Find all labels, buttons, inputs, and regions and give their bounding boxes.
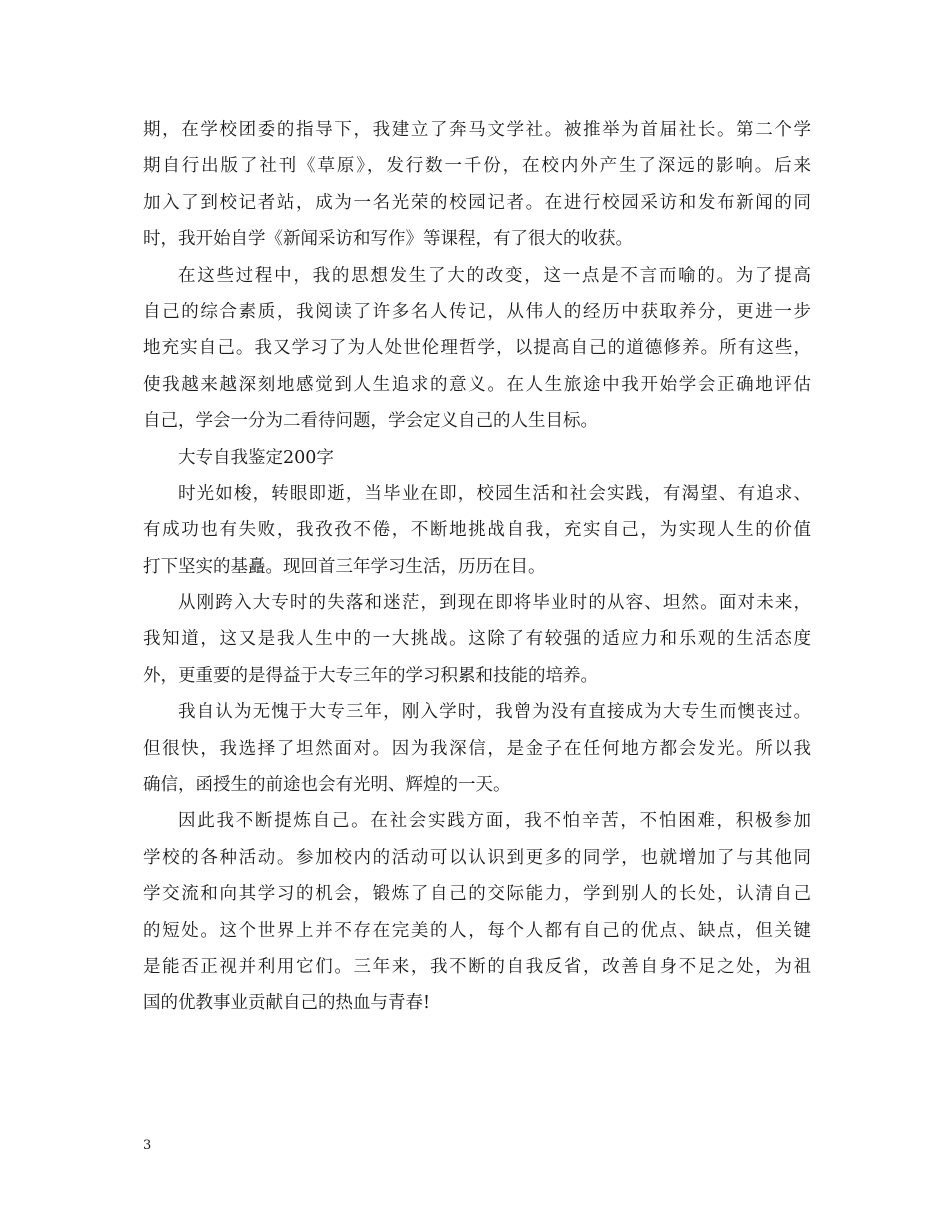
text-line: 加入了到校记者站，成为一名光荣的校园记者。在进行校园采访和发布新闻的同 <box>143 192 811 213</box>
text-line: 学交流和向其学习的机会，锻炼了自己的交际能力，学到别人的长处，认清自己 <box>143 884 811 905</box>
section-heading: 大专自我鉴定200字 <box>178 447 334 468</box>
text-line: 国的优教事业贡献自己的热血与青春! <box>143 993 431 1014</box>
text-line: 确信，函授生的前途也会有光明、辉煌的一天。 <box>143 775 511 796</box>
text-line: 的短处。这个世界上并不存在完美的人，每个人都有自己的优点、缺点，但关键 <box>143 920 811 941</box>
text-line: 学校的各种活动。参加校内的活动可以认识到更多的同学，也就增加了与其他同 <box>143 847 811 868</box>
text-line: 自己的综合素质，我阅读了许多名人传记，从伟人的经历中获取养分，更进一步 <box>143 301 811 322</box>
paragraph-first-line: 从刚跨入大专时的失落和迷茫，到现在即将毕业时的从容、坦然。面对未来， <box>178 593 811 614</box>
text-line: 期，在学校团委的指导下，我建立了奔马文学社。被推举为首届社长。第二个学 <box>143 120 811 140</box>
text-line: 地充实自己。我又学习了为人处世伦理哲学，以提高自己的道德修养。所有这些， <box>143 338 811 359</box>
paragraph-first-line: 我自认为无愧于大专三年，刚入学时，我曾为没有直接成为大专生而懊丧过。 <box>178 702 811 723</box>
text-line: 外，更重要的是得益于大专三年的学习积累和技能的培养。 <box>143 665 598 686</box>
paragraph-first-line: 因此我不断提炼自己。在社会实践方面，我不怕辛苦，不怕困难，积极参加 <box>178 811 811 832</box>
text-line: 有成功也有失败，我孜孜不倦，不断地挑战自我，充实自己，为实现人生的价值 <box>143 520 811 541</box>
text-line: 是能否正视并利用它们。三年来，我不断的自我反省，改善自身不足之处，为祖 <box>143 956 811 977</box>
body-text <box>143 112 811 1022</box>
text-line: 使我越来越深刻地感觉到人生追求的意义。在人生旅途中我开始学会正确地评估 <box>143 374 811 395</box>
paragraph-first-line: 在这些过程中，我的思想发生了大的改变，这一点是不言而喻的。为了提高 <box>178 265 811 286</box>
paragraph-first-line: 时光如梭，转眼即逝，当毕业在即，校园生活和社会实践，有渴望、有追求、 <box>178 483 811 504</box>
text-line: 自己，学会一分为二看待问题，学会定义自己的人生目标。 <box>143 411 598 432</box>
text-line: 我知道，这又是我人生中的一大挑战。这除了有较强的适应力和乐观的生活态度 <box>143 629 811 650</box>
text-line: 时，我开始自学《新闻采访和写作》等课程，有了很大的收获。 <box>143 229 633 250</box>
page-number: 3 <box>143 1138 152 1153</box>
text-line: 但很快，我选择了坦然面对。因为我深信，是金子在任何地方都会发光。所以我 <box>143 738 811 759</box>
text-line: 打下坚实的基矗。现回首三年学习生活，历历在目。 <box>143 556 546 577</box>
text-line: 期自行出版了社刊《草原》，发行数一千份，在校内外产生了深远的影响。后来 <box>143 156 811 177</box>
